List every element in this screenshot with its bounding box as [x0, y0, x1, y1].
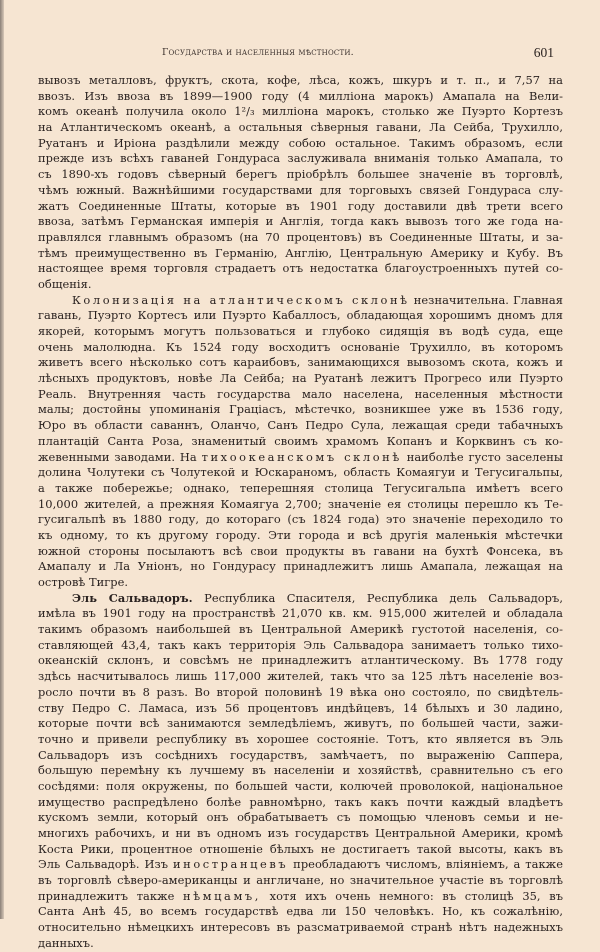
- line-text: гавань, Пуэрто Кортесъ или Пуэрто Кабаллосъ, обладающая хорошимъ дномъ для: [38, 308, 563, 323]
- line-text: наиболѣе густо заселены: [401, 449, 563, 464]
- page-number: 601: [533, 45, 554, 60]
- text-line: [38, 355, 563, 371]
- text-line: [38, 324, 563, 340]
- line-text: а также побережье; однако, теперешняя столица Тегусигальпа имѣетъ всего: [38, 480, 563, 495]
- line-text: ставляющей 43,4, такъ какъ территорія Эль Сальвадора занимаетъ только тихо-: [38, 637, 563, 652]
- text-line: [38, 826, 563, 842]
- line-text: сосѣдями: поля окружены, по большей части, колючей проволокой, національное: [38, 778, 563, 793]
- line-text: Сальвадоръ изъ сосѣднихъ государствъ, замѣчаетъ, по выраженію Саппера,: [38, 747, 563, 762]
- line-text: большую перемѣну къ лучшему въ населеніи и хозяйствѣ, сравнительно съ его: [38, 763, 563, 778]
- line-text: тѣмъ преимущественно въ Германію, Англію, Центральную Америку и Кубу. Въ: [38, 245, 563, 260]
- text-line: [38, 450, 563, 466]
- text-line: [38, 512, 563, 528]
- text-line: [38, 653, 563, 669]
- line-text: кускомъ земли, который онъ обрабатываетъ съ помощью членовъ семьи и не-: [38, 810, 563, 825]
- line-text: малы; достойны упоминанія Граціасъ, мѣстечко, возникшее уже въ 1536 году,: [38, 402, 563, 417]
- line-text: хотя ихъ очень немного: въ столицѣ 35, въ: [260, 888, 563, 903]
- line-text: съ 1890-хъ годовъ сѣверный берегъ пріобрѣлъ большее значеніе въ торговлѣ,: [38, 167, 563, 182]
- line-text: незначительна. Главная: [409, 292, 563, 307]
- text-line: [38, 481, 563, 497]
- text-line: [38, 701, 563, 717]
- text-line: [38, 308, 563, 324]
- text-line: [38, 873, 563, 889]
- line-text: лѣсныхъ продуктовъ, новѣе Ла Сейба; на Руатанѣ лежитъ Прогресо или Пуэрто: [38, 371, 563, 386]
- line-text: росло почти въ 8 разъ. Во второй половинѣ 19 вѣка оно состояло, по свидѣтель-: [38, 684, 563, 699]
- line-text: островѣ Тигре.: [38, 575, 129, 589]
- line-text: такимъ образомъ наибольшей въ Центральной Америкѣ густотой населенія, со-: [38, 622, 563, 637]
- text-line: [38, 575, 563, 591]
- text-line: [38, 857, 563, 873]
- text-line: [38, 151, 563, 167]
- line-text: Амапалу и Ла Уніонъ, но Гондурасу принадлежитъ лишь Амапала, лежащая на: [38, 559, 563, 574]
- line-text: живетъ всего нѣсколько сотъ караибовъ, занимающихся вывозомъ скота, кожъ и: [38, 355, 563, 370]
- text-line: [38, 387, 563, 403]
- text-line: [38, 230, 563, 246]
- text-line: [38, 763, 563, 779]
- running-title: Государства и населенныя мѣстности.: [162, 47, 354, 58]
- text-line: [38, 418, 563, 434]
- line-text: здѣсь насчитывалось лишь 117,000 жителей, такъ что за 125 лѣтъ населеніе воз-: [38, 669, 563, 684]
- text-line: [38, 340, 563, 356]
- text-line: [38, 89, 563, 105]
- emphasis-spaced: нѣмцамъ,: [183, 888, 261, 903]
- text-line: [38, 104, 563, 120]
- text-line: [38, 685, 563, 701]
- line-text: общенія.: [38, 276, 92, 291]
- line-text: 10,000 жителей, а прежняя Комаягуа 2,700; значеніе ея столицы перешло къ Те-: [38, 496, 563, 511]
- text-line: [38, 371, 563, 387]
- text-line: [38, 559, 563, 575]
- text-line: [38, 465, 563, 481]
- line-text: комъ океанѣ получила около 1²/₃ милліона марокъ, столько же Пуэрто Кортезъ: [38, 104, 563, 119]
- line-text: преобладаютъ числомъ, вліяніемъ, а также: [288, 857, 563, 872]
- line-text: чѣмъ южный. Важнѣйшими государствами для торговыхъ связей Гондураса слу-: [38, 182, 563, 197]
- text-line: [38, 277, 563, 293]
- text-line: [38, 842, 563, 858]
- text-line: [38, 402, 563, 418]
- emphasis-spaced: тихоокеанскомъ склонѣ: [201, 449, 402, 464]
- body-text: [38, 73, 563, 952]
- line-text: южной стороны посылаютъ всѣ свои продукты въ гавани на бухтѣ Фонсека, въ: [38, 543, 563, 558]
- line-text: данныхъ.: [38, 935, 94, 950]
- text-line: [38, 638, 563, 654]
- line-text: въ торговлѣ сѣверо-американцы и англичане, но значительное участіе въ торговлѣ: [38, 873, 563, 888]
- line-text: вывозъ металловъ, фруктъ, скота, кофе, лѣса, кожъ, шкуръ и т. п., и 7,57 на: [38, 73, 563, 87]
- line-text: правлялся главнымъ образомъ (на 70 процентовъ) въ Соединенные Штаты, и за-: [38, 229, 563, 244]
- line-text: на Атлантическомъ океанѣ, а остальныя сѣверныя гавани, Ла Сейба, Трухилло,: [38, 120, 563, 135]
- page-binding-edge: [0, 0, 4, 919]
- line-text: Республика Спасителя, Республика дель Сальвадоръ,: [192, 590, 563, 605]
- line-prefix: жевенными заводами. На: [38, 449, 202, 464]
- text-line: [38, 136, 563, 152]
- line-text: точно и привели республику въ хорошее состояніе. Тотъ, кто является въ Эль: [38, 731, 563, 746]
- text-line: [38, 904, 563, 920]
- emphasis-spaced: Колонизація на атлантическомъ склонѣ: [72, 292, 410, 307]
- text-line: [38, 120, 563, 136]
- line-text: которые почти всѣ занимаются земледѣліемъ, живутъ, по большей части, зажи-: [38, 716, 563, 731]
- text-line: [38, 669, 563, 685]
- line-text: Коста Рики, процентное отношеніе бѣлыхъ не достигаетъ такой высоты, какъ въ: [38, 841, 563, 856]
- line-text: Юро въ области саваннъ, Оланчо, Санъ Педро Сула, лежащая среди табачныхъ: [38, 418, 563, 433]
- line-text: относительно нѣмецкихъ интересовъ въ разсматриваемой странѣ нѣтъ надежныхъ: [38, 920, 563, 935]
- text-line: [38, 748, 563, 764]
- line-text: Руатанъ и Иріона раздѣлили между собою остальное. Такимъ образомъ, если: [38, 135, 563, 150]
- text-line: [38, 889, 563, 905]
- line-text: Санта Анѣ 45, во всемъ государствѣ едва ли 150 человѣкъ. Но, къ сожалѣнію,: [38, 904, 563, 919]
- text-line: [38, 591, 563, 607]
- text-line: [38, 293, 563, 309]
- line-text: долина Чолутеки съ Чолутекой и Юскараномъ, область Комаягуи и Тегусигальпы,: [38, 465, 563, 480]
- line-text: якорей, которымъ могутъ пользоваться и глубоко сидящія въ водѣ суда, еще: [38, 324, 563, 338]
- line-text: ввоза, затѣмъ Германская имперія и Англія, тогда какъ вывозъ того же года на-: [38, 214, 563, 229]
- text-line: [38, 214, 563, 230]
- line-prefix: Эль Сальвадорѣ. Изъ: [38, 857, 173, 872]
- line-text: плантацій Санта Роза, знаменитый своимъ храмомъ Копанъ и Корквинъ съ ко-: [38, 433, 563, 448]
- text-line: [38, 622, 563, 638]
- text-line: [38, 920, 563, 936]
- text-line: [38, 810, 563, 826]
- text-line: [38, 528, 563, 544]
- line-text: ству Педро С. Ламаса, изъ 56 процентовъ индѣйцевъ, 14 бѣлыхъ и 30 ладино,: [38, 700, 563, 715]
- text-line: [38, 167, 563, 183]
- text-line: [38, 606, 563, 622]
- line-text: прежде изъ всѣхъ гаваней Гондураса заслуживала вниманія только Амапала, то: [38, 151, 563, 166]
- text-line: [38, 716, 563, 732]
- line-text: настоящее время торговля страдаетъ отъ недостатка благоустроенныхъ путей со-: [38, 261, 563, 276]
- emphasis-spaced: иностранцевъ: [172, 857, 289, 872]
- line-text: имѣла въ 1901 году на пространствѣ 21,070 кв. км. 915,000 жителей и обладала: [38, 606, 563, 621]
- text-line: [38, 936, 563, 952]
- text-line: [38, 261, 563, 277]
- line-text: океанскій склонъ, и совсѣмъ не принадлежитъ атлантическому. Въ 1778 году: [38, 653, 563, 668]
- text-line: [38, 544, 563, 560]
- line-text: гусигальпѣ въ 1880 году, до котораго (съ 1824 года) это значеніе переходило то: [38, 512, 563, 527]
- line-text: очень малолюдна. Къ 1524 году восходитъ основаніе Трухилло, въ которомъ: [38, 339, 563, 354]
- text-line: [38, 497, 563, 513]
- line-text: жатъ Соединенные Штаты, которые въ 1901 году доставили двѣ трети всего: [38, 198, 563, 213]
- line-text: многихъ рабочихъ, и ни въ одномъ изъ государствъ Центральной Америки, кромѣ: [38, 826, 563, 840]
- line-text: имущество распредѣлено болѣе равномѣрно, такъ какъ почти каждый владѣетъ: [38, 794, 563, 809]
- text-line: [38, 183, 563, 199]
- text-line: [38, 199, 563, 215]
- line-text: къ одному, то къ другому городу. Эти города и всѣ другія маленькія мѣстечки: [38, 527, 563, 542]
- running-head: [62, 46, 554, 62]
- line-text: ввозъ. Изъ ввоза въ 1899—1900 году (4 милліона марокъ) Амапала на Вели-: [38, 88, 563, 103]
- line-text: Реаль. Внутренняя часть государства мало населена, населенныя мѣстности: [38, 386, 563, 401]
- text-line: [38, 795, 563, 811]
- text-line: [38, 434, 563, 450]
- section-heading-inline: Эль Сальвадоръ.: [72, 590, 193, 605]
- text-line: [38, 246, 563, 262]
- text-line: [38, 73, 563, 89]
- text-line: [38, 732, 563, 748]
- line-prefix: принадлежитъ также: [38, 888, 184, 903]
- text-line: [38, 779, 563, 795]
